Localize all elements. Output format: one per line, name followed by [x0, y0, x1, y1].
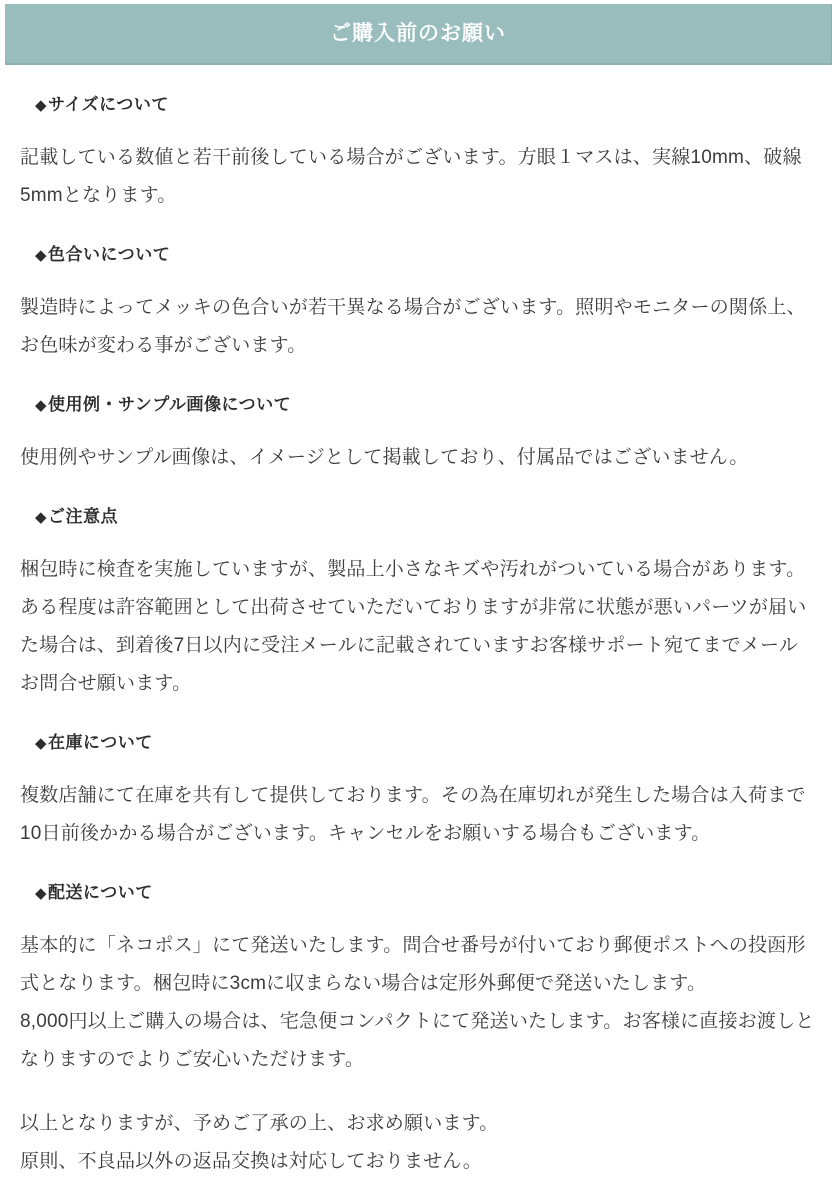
section-heading-label: 在庫について [48, 733, 153, 752]
page-title: ご購入前のお願い [330, 22, 506, 45]
section-heading-sample-images [20, 395, 817, 416]
diamond-bullet-icon: ◆ [35, 247, 48, 264]
page-title-banner [5, 4, 832, 65]
diamond-bullet-icon: ◆ [35, 735, 48, 752]
section-paragraph-sample-images: 使用例やサンプル画像は、イメージとして掲載しており、付属品ではございません。 [20, 447, 749, 468]
section-heading-stock [20, 733, 817, 754]
section-heading-shipping [20, 883, 817, 904]
section-heading-label: サイズについて [48, 95, 169, 114]
section-heading-size [20, 95, 817, 116]
section-paragraph-size: 記載している数値と若干前後している場合がございます。方眼１マスは、実線10mm、破線5mmとなります。 [20, 147, 802, 206]
section-paragraph-color: 製造時によってメッキの色合いが若干異なる場合がございます。照明やモニターの関係上、お色味が変わる事がございます。 [20, 297, 806, 356]
diamond-bullet-icon: ◆ [35, 885, 48, 902]
diamond-bullet-icon: ◆ [35, 509, 48, 526]
section-heading-cautions [20, 507, 817, 528]
closing-line: 原則、不良品以外の返品交換は対応しておりません。 [20, 1151, 482, 1172]
closing-note [20, 1105, 817, 1181]
section-paragraph-stock: 複数店舗にて在庫を共有して提供しております。その為在庫切れが発生した場合は入荷まで10日前後かかる場合がございます。キャンセルをお願いする場合もございます。 [20, 785, 806, 844]
diamond-bullet-icon: ◆ [35, 397, 48, 414]
closing-line: 以上となりますが、予めご了承の上、お求め願います。 [20, 1113, 499, 1134]
section-paragraph-shipping [20, 927, 817, 1079]
shipping-text-line: 8,000円以上ご購入の場合は、宅急便コンパクトにて発送いたします。お客様に直接お渡しとなりますのでよりご安心いただけます。 [20, 1011, 815, 1070]
shipping-text-line: 基本的に「ネコポス」にて発送いたします。問合せ番号が付いており郵便ポストへの投函形式となります。梱包時に3cmに収まらない場合は定形外郵便で発送いたします。 [20, 935, 806, 994]
section-heading-label: 配送について [48, 883, 153, 902]
notice-content [0, 95, 837, 1181]
section-heading-label: 使用例・サンプル画像について [48, 395, 292, 414]
diamond-bullet-icon: ◆ [35, 97, 48, 114]
purchase-notice-page [0, 4, 837, 1172]
section-heading-label: ご注意点 [48, 507, 119, 526]
section-heading-color [20, 245, 817, 266]
section-heading-label: 色合いについて [48, 245, 171, 264]
section-paragraph-cautions: 梱包時に検査を実施していますが、製品上小さなキズや汚れがついている場合があります。ある程度は許容範囲として出荷させていただいておりますが非常に状態が悪いパーツが届いた場合は、到着後7日以内に受注メールに記載されていますお客様サポート宛てまでメールお問合せ願います。 [20, 559, 807, 694]
